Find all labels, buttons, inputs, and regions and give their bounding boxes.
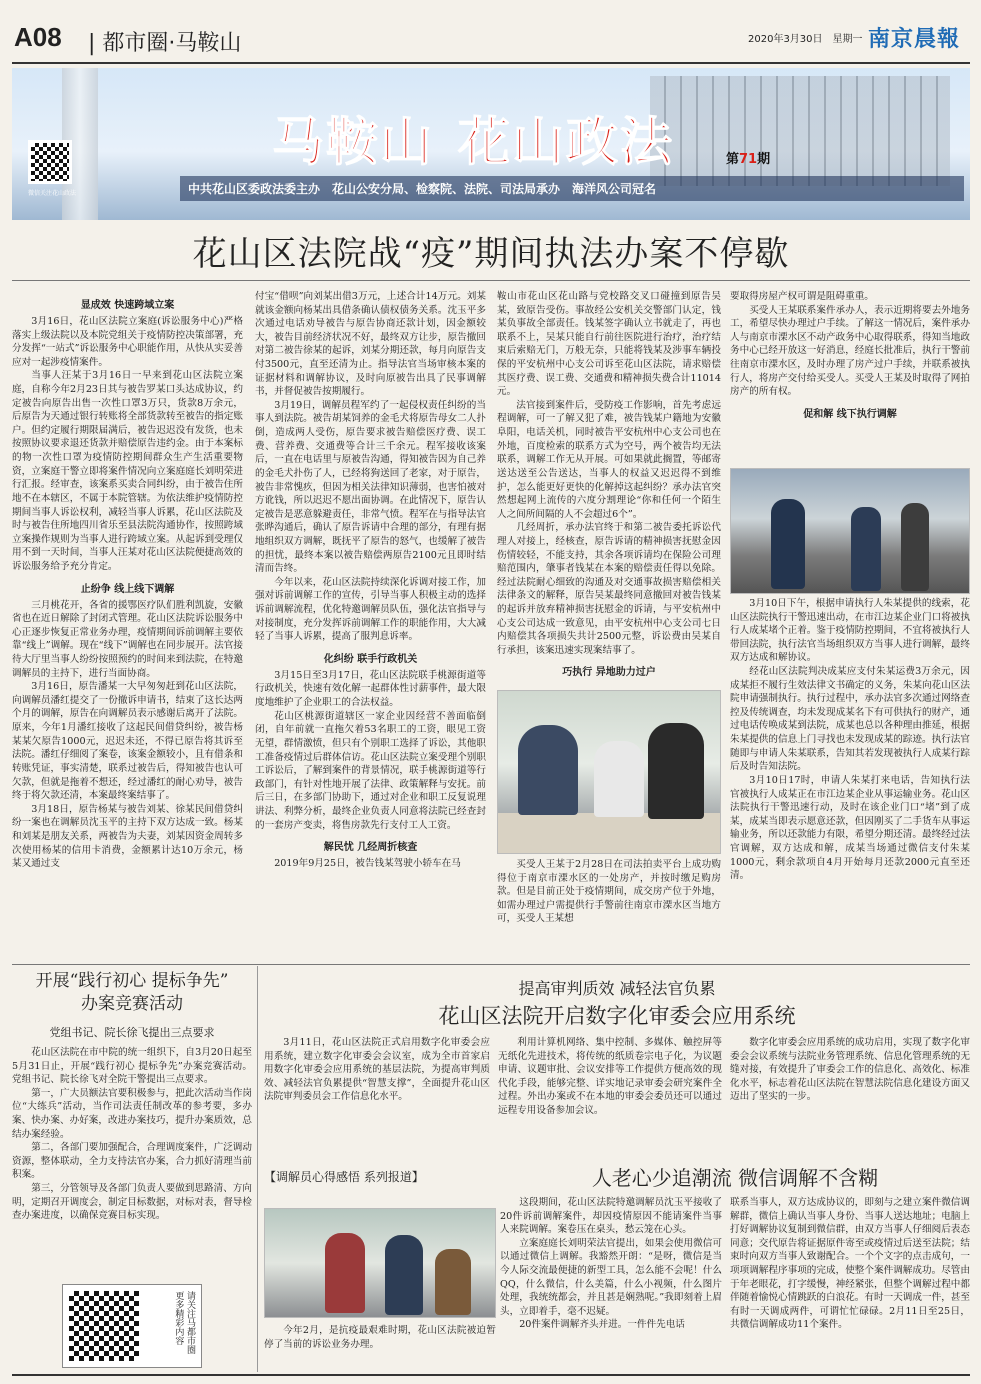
- footer-rule: [12, 1374, 970, 1376]
- issue-number: 第71期: [726, 152, 771, 167]
- left-story-headline: 开展“践行初心 提标争先” 办案竞赛活动: [35, 971, 229, 1014]
- paragraph: 第一，广大员额法官要积极参与，把此次活动当作岗位“大练兵”活动，当作司法责任制改革的参考要，多办案、快办案、办好案，改进办案技巧，提升办案质效，总结办案经验。: [12, 1087, 252, 1140]
- banner-title-city: 马鞍山: [272, 113, 435, 173]
- follow-qr-block: [62, 1284, 202, 1368]
- story3-photo-caption: [264, 1324, 496, 1372]
- story1-column-4: [730, 290, 970, 466]
- paragraph: 3月16日，原告潘某一大早匆匆赶到花山区法院，向调解员潘红提交了一份撤诉申请书，结束了这长达两个月的调解，原告在向调解员表示感谢后离开了法院。原来，今年1月潘红接收了这起民间借贷纠纷，被告杨某某欠原告1000元，迟迟未还，不得已原告将其诉至法院。潘红仔细阅了案卷，该案金额较小，且有借条和转账凭证，事实清楚，联系过被告后，得知被告也认可欠款，但就是拖着不想还，经过潘红的耐心劝导，被告终于将欠款还清，本案最终案结事了。: [12, 681, 243, 802]
- left-story-body: [12, 1046, 252, 1280]
- header-rule: [12, 62, 970, 64]
- left-story-subheading: 党组书记、院长徐飞提出三点要求: [49, 1026, 215, 1039]
- paragraph: 当事人汪某于3月16日一早来到花山区法院立案庭，自称今年2月23日其与被告罗某口头达成协议，约定被告向原告出售一次性口罩3万只，货款8万余元，后原告为天通过银行转账将全部货款转至被告的指定账户。但约定履行期限届满后，被告迟迟没有发货，也未按照协议要求退还货款并赔偿原告违约金。由于本案标的物一次性口罩为疫情防控期间群众生产生活重要物资，立案庭干警立即将案件情况向立案庭庭长刘明荣进行汇报。经审查，该案系买卖合同纠纷，由于被告住所地不在本辖区，不属于本院管辖。为依法维护疫情防控期间当事人诉讼权利，减轻当事人诉累，花山区法院及时与被告住所地四川省乐至县法院沟通协作，按照跨域立案操作规则为当事人进行跨域立案。从起诉到受理仅用不到一天时间，当事人汪某对花山区法院便捷高效的诉讼服务给予充分肯定。: [12, 370, 243, 572]
- paragraph: 花山区桃源街道辖区一家企业因经营不善面临倒闭，自年前就一直拖欠着53名职工的工资，眼见工资无望，群情激愤，但只有个别职工选择了诉讼，其他职工准备疫情过后群体信访。花山区法院立案受理个别职工诉讼后，了解到案件的背景情况，联手桃源街道等行政部门，有针对性地开展了法律、政策解释与安抚。前后三日，在多部门协助下，通过对企业和职工反复说理讲法、利弊分析，最终企业负责人同意将法院已经查封的一套房产变卖，将售房款先行支付工人工资。: [255, 710, 486, 831]
- issue-date: 2020年3月30日 星期一: [748, 34, 863, 45]
- paragraph: 3月11日，花山区法院正式启用数字化审委会应用系统，建立数字化审委会会议室，成为全市首家启用数字化审委会应用系统的基层法院，为提高审判质效、减轻法官负累提供“智慧支撑”，全面提升花山区法院审判委员会工作信息化水平。: [264, 1037, 490, 1103]
- headline-rule: [12, 280, 970, 281]
- paragraph: 买受人王某于2月28日在司法拍卖平台上成功购得位于南京市溧水区的一处房产，并按时缴足购房款。但是目前正处于疫情期间，成交房产位于外地，如需办理过户需提供行手警前往南京市溧水区当地方可，买受人王某想: [497, 859, 721, 925]
- story1-column-3-caption: [497, 858, 721, 958]
- photo-mediation-office: [497, 690, 721, 854]
- paragraph: 经花山区法院判决成某应支付朱某运费3万余元，因成某拒不履行生效法律文书确定的义务，朱某向花山区法院申请强制执行。执行过程中，承办法官多次通过网络查控及传统调查，均未发现成某名下有可供执行的财产，通过电话传唤成某到法院，成某也总以各种理由推延，根据朱某提供的信息上门寻找也未发现成某的踪迹。执行法官随即与申请人朱某联系，告知其若发现被执行人成某行踪后及时告知法院。: [730, 666, 970, 773]
- story1-column-4-lower: [730, 597, 970, 959]
- paragraph: 几经周折，承办法官终于和第二被告委托诉讼代理人对接上，经核查，原告诉请的精神损害抚慰金因伤情较轻，不能支持，其余各项诉请均在保险公司理赔范围内，肇事者钱某在本案的赔偿责任得以免除。经过法院耐心细致的沟通及对交通事故损害赔偿相关法律条文的解释，原告吴某最终同意撤回对被告钱某的起诉并放弃精神损害抚慰金的诉请，与平安杭州中心支公司达成一致意见，由平安杭州中心支公司七日内赔偿其各项损失共计2500元整，诉讼费由吴某自行承担，该案迅速实现案结事了。: [497, 522, 721, 656]
- photo-wechat-mediation: [264, 1208, 496, 1318]
- subheading: 显成效 快速跨域立案: [80, 300, 175, 311]
- qr-code-icon: [28, 140, 72, 184]
- banner-title-column: 花山政法: [458, 113, 675, 173]
- paragraph: 付宝“借呗”向刘某出借3万元，上述合计14万元。刘某就该金额向杨某出具借条确认债权债务关系。沈玉平多次通过电话劝导被告与原告协商还款计划，因金额较大，被告目前经济状况不好，最终双方让步，原告撤回对第二被告徐某的起诉，刘某分期还款，每月向原告支付3500元，直至还清为止。指导法官当场审核本案的证据材料和调解协议，及时向原被告出具了民事调解书，并督促被告按期履行。: [255, 291, 486, 398]
- banner-title: [272, 100, 674, 175]
- paragraph: 第三，分管领导及各部门负责人要做到思路清、方向明，定期召开调度会，制定目标数据，对标对表，督导检查办案进度，以确保竞赛目标实现。: [12, 1183, 252, 1222]
- paragraph: 3月16日，花山区法院立案庭(诉讼服务中心)严格落实上级法院以及本院党组关于疫情防控决策部署，充分发挥“一站式”诉讼服务中心职能作用，从快从实妥善应对一起涉疫情案件。: [12, 316, 243, 368]
- paragraph: 3月18日，原告杨某与被告刘某、徐某民间借贷纠纷一案也在调解员沈玉平的主持下双方达成一致。杨某和刘某是朋友关系，两被告为夫妻，刘某因资金周转多次使用杨某的信用卡消费，金额累计达10万余元，杨某又通过支: [12, 803, 243, 870]
- section-divider: [12, 964, 970, 965]
- story1-column-1: [12, 290, 243, 960]
- paragraph: 今年以来，花山区法院持续深化诉调对接工作，加强对诉前调解工作的宣传，引导当事人积极主动的选择诉前调解流程，优化特邀调解员队伍，强化法官指导与对接制度，充分发挥诉前调解工作的职能作用，大大减轻了当事人诉累，提高了服判息诉率。: [255, 576, 486, 643]
- story2-column-2: [498, 1036, 722, 1156]
- paragraph: 买受人王某联系案件承办人，表示近期将要去外地务工，希望尽快办理过户手续。了解这一情况后，案件承办人与南京市溧水区不动产政务中心取得联系，得知当地政务中心已经开放这一好消息，经庭长批准后，执行干警前往南京市溧水区，及时办理了房产过户手续，并联系被执行人，将房产交付给买受人。买受人王某及时取得了网拍房产的所有权。: [730, 304, 970, 398]
- story2-kicker: 提高审判质效 减轻法官负累: [518, 979, 716, 998]
- series-tag: 【调解员心得感悟 系列报道】: [264, 1170, 424, 1184]
- photo-caption: 今年2月，是抗疫最艰难时期，花山区法院被迫暂停了当前的诉讼业务办理。: [264, 1325, 496, 1350]
- paragraph: 鞍山市花山区花山路与党校路交叉口碰撞到原告吴某，致原告受伤。事故经公安机关交警部门认定，钱某负事故全部责任。钱某签字确认立书就走了，再也联系不上，吴某只能自行前往医院进行治疗，治疗结束后索赔无门，万般无奈，只能将钱某及涉事车辆投保的平安杭州中心支公司诉至花山区法院，请求赔偿其医疗费、误工费、交通费和精神损失费合计11014元。: [497, 291, 721, 398]
- paragraph: 花山区法院在市中院的统一组织下，自3月20日起至5月31日止，开展“践行初心 提标争先”办案竞赛活动。党组书记、院长徐飞对全院干警提出三点要求。: [12, 1047, 252, 1086]
- photo-enforcement-scene: [730, 468, 970, 594]
- qr-caption: 微信关注花山政法: [28, 190, 77, 197]
- column-divider: [257, 966, 258, 1372]
- subheading: 化纠纷 联手行政机关: [323, 653, 418, 665]
- section-name: | 都市圈·马鞍山: [88, 31, 242, 56]
- paragraph: 联系当事人，双方达成协议的，即刻与之建立案件微信调解群，微信上确认当事人身份、当事人送达地址；电脑上打好调解协议复制到微信群，由双方当事人仔细阅后表态同意；交代原告将证据原件寄至或疫情过后送至法院；结束时向双方当事人致谢配合。一个个文字的点击成句，一项项调解程序事项的完成，使整个案件调解成功。尽管由于年老眼花，打字缓慢，神经紧张，但整个调解过程中都伴随着愉悦心情跳跃的白浪花。有时一天调成一件，甚至有时一天调成两件，可谓忙忙碌碌。2月11日至25日，共微信调解成功11个案件。: [730, 1197, 970, 1331]
- story2-column-1: [264, 1036, 490, 1156]
- column-banner: [12, 68, 970, 220]
- paragraph: 3月15日至3月17日，花山区法院联手桃源街道等行政机关，快速有效化解一起群体性讨薪事件，最大限度地维护了企业职工的合法权益。: [255, 669, 486, 709]
- story1-column-3: [497, 290, 721, 686]
- subheading: 解民忧 几经周折核查: [323, 842, 418, 854]
- page-header: [0, 0, 981, 70]
- banner-qr: [28, 140, 88, 210]
- story3-headline: 人老心少追潮流 微信调解不含糊: [591, 1166, 879, 1190]
- photo-caption: 3月10日下午，根据申请执行人朱某提供的线索，花山区法院执行干警迅速出动，在市江边某企业门口将被执行人成某堵个正着。鉴于疫情防控期间，不宜将被执行人带回法院，执行法官当场组织双方当事人进行调解，最终双方达成和解协议。: [730, 598, 970, 664]
- newspaper-logo: 南京晨報: [868, 26, 961, 52]
- subheading: 止纷争 线上线下调解: [80, 583, 175, 595]
- paragraph: 3月10日17时，申请人朱某打来电话，告知执行法官被执行人成某正在市江边某企业从事运输业务。花山区法院执行干警迅速行动，及时在该企业门口“堵”到了成某，成某当即表示愿意还款，但因刚买了二手货车从事运输业务，所以还款能力有限，希望分期还清。最终经过法官调解，双方达成和解，成某当场通过微信支付朱某1000元，剩余款项自4月开始每月还款2000元直至还清。: [730, 774, 970, 882]
- paragraph: 立案庭庭长刘明荣法官提出，如果会使用微信可以通过微信上调解。我豁然开朗：“是呀，微信是当今人际交流最便捷的新型工具，怎么能不会呢！什么QQ，什么微信，什么美篇，什么小视频，什么图片处理，我统统都会，并且甚是娴熟呢。”我即刻着上眉头，立即着手，毫不迟疑。: [500, 1237, 722, 1317]
- subheading: 促和解 线下执行调解: [803, 408, 897, 420]
- paragraph: 20件案件调解齐头并进。一件件先电话: [519, 1319, 685, 1331]
- paragraph: 这段期间，花山区法院特邀调解员沈玉平接收了20件诉前调解案件，却因疫情原因不能请案件当事人来院调解。案卷压在桌头，愁云笼在心头。: [500, 1197, 722, 1236]
- subheading: 巧执行 异地助力过户: [562, 667, 656, 679]
- story3-column-2: [730, 1196, 970, 1372]
- paragraph: 3月19日，调解员程军约了一起侵权责任纠纷的当事人到法院。被告胡某饲养的金毛犬将原告母女二人扑倒，造成两人受伤，原告要求被告赔偿医疗费、误工费、营养费、交通费等合计三千余元。程军接收该案后，一直在电话里与原被告沟通，得知被告因为自己养的金毛犬扑伤了人，已经将狗送回了老家，对于原告，被告非常愧疚，但因为相关法律知识薄弱，也害怕被对方讹钱，所以迟迟不愿出面协调。在此情况下，原告认定被告是恶意躲避责任，非常气愤。程军在与指导法官张晔沟通后，确认了原告诉请中合理的部分，有理有据地组织双方调解，既抚平了原告的怒气，也缓解了被告的担忧，最终本案以被告赔偿两原告2100元且即时结清而告终。: [255, 399, 486, 575]
- qr-prompt: 请关注马都市圈 更多精彩内容: [173, 1291, 195, 1354]
- story3-column-1: [500, 1196, 722, 1372]
- page-number: A08: [14, 22, 62, 52]
- paragraph: 第二，各部门要加强配合，合理调度案件，广泛调动资源，整体联动，全力支持法官办案，合力抓好清理当前积案。: [12, 1142, 252, 1181]
- story2-headline: 花山区法院开启数字化审委会应用系统: [438, 1004, 796, 1028]
- qr-code-icon: [69, 1291, 139, 1361]
- banner-sponsors: 中共花山区委政法委主办 花山公安分局、检察院、法院、司法局承办 海洋风公司冠名: [180, 176, 964, 201]
- courthouse-graphic: [650, 76, 950, 186]
- paragraph: 数字化审委会应用系统的成功启用，实现了数字化审委会会议系统与法院业务管理系统、信息化管理系统的无缝对接，有效提升了审委会工作的信息化、高效化、标准化水平，标志着花山区法院在智慧法院信息化建设方面又迈出了坚实的一步。: [730, 1037, 970, 1103]
- main-headline: 花山区法院战“疫”期间执法办案不停歇: [192, 234, 790, 274]
- story2-column-3: [730, 1036, 970, 1156]
- paragraph: 利用计算机网络、集中控制、多媒体、触控屏等无纸化先进技术，将传统的纸质卷宗电子化，为议题申请、议题审批、会议安排等工作提供方便高效的现代化手段，能够完整、详实地记录审委会研究案件全过程。外出办案或不在本地的审委会委员还可以通过远程专用设备参加会议。: [498, 1037, 722, 1117]
- paragraph: 要取得房屋产权可谓是阻碍重重。: [730, 291, 874, 302]
- paragraph: 法官接到案件后，受防疫工作影响，首先考虑远程调解，可一了解又犯了难，被告钱某户籍地为安徽阜阳，电话关机，同时被告平安杭州中心支公司也在外地，百度检索的联系方式为空号，两个被告均无法联系，调解工作无从开展。可如果就此搁置，等邮寄送达送至公告送达，当事人的权益又迟迟得不到维护，怎么能更好更快的化解掉这起纠纷？承办法官突然想起网上流传的六度分割理论“你和任何一个陌生人之间所间隔的人不会超过6个”。: [497, 399, 721, 520]
- paragraph: 2019年9月25日，被告钱某驾驶小轿车在马: [274, 858, 461, 870]
- paragraph: 三月桃花开，各省的援鄂医疗队们胜利凯旋，安徽省也在近日解除了封闭式管理。花山区法院诉讼服务中心正逐步恢复正常业务办理，疫情期间诉前调解主要依靠“线上”调解。现在“线下”调解也在同步展开。法官接待大厅里当事人纷纷按照预约的时间来到法院，在特邀调解员的主持下，进行当面协商。: [12, 599, 243, 679]
- story1-column-2: [255, 290, 486, 960]
